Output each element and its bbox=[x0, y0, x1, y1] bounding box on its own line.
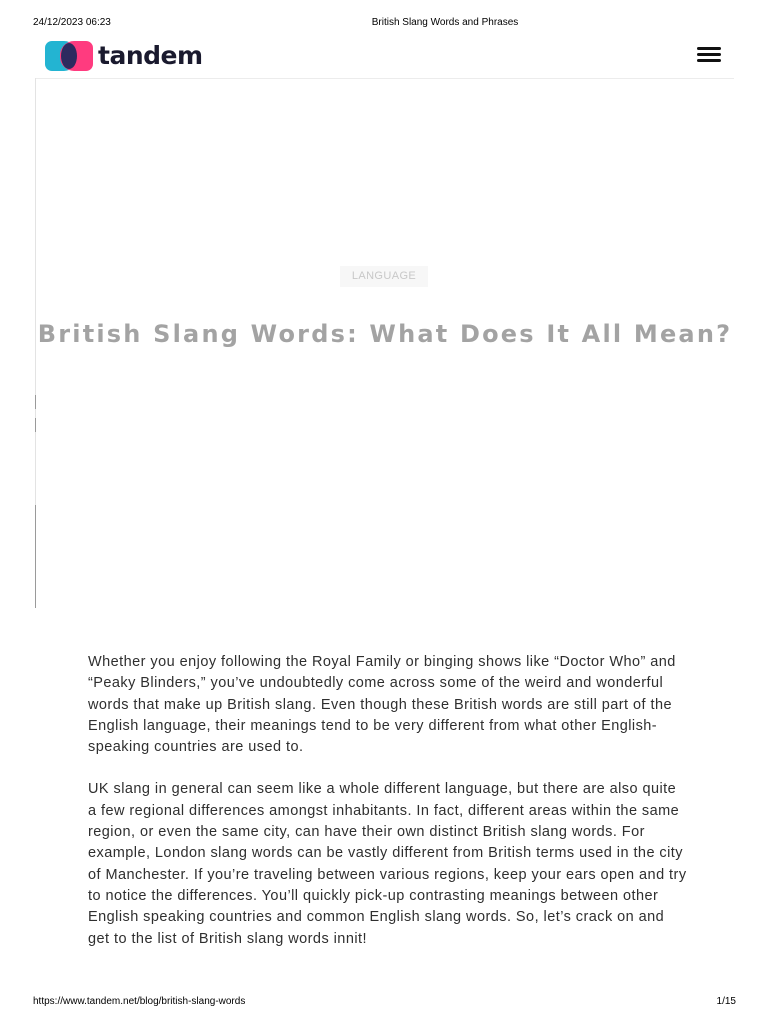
category-tag[interactable]: LANGUAGE bbox=[340, 266, 428, 287]
page-title: British Slang Words: What Does It All Mean? bbox=[37, 320, 733, 348]
article-body bbox=[88, 652, 688, 971]
print-date: 24/12/2023 06:23 bbox=[33, 17, 111, 28]
print-title: British Slang Words and Phrases bbox=[371, 17, 519, 28]
hero-edge-mark bbox=[35, 418, 36, 432]
print-page-number: 1/15 bbox=[716, 996, 736, 1007]
tandem-logo-icon bbox=[44, 40, 94, 72]
brand-wordmark: tandem bbox=[98, 41, 203, 70]
tandem-logo[interactable] bbox=[44, 40, 203, 72]
top-navigation bbox=[35, 32, 734, 79]
print-header bbox=[0, 17, 768, 31]
hero-edge-mark bbox=[35, 505, 36, 608]
print-footer bbox=[0, 996, 768, 1010]
hero-edge-mark bbox=[35, 395, 36, 409]
hamburger-menu-icon[interactable] bbox=[696, 44, 722, 66]
article-paragraph: Whether you enjoy following the Royal Family or binging shows like “Doctor Who” and “Peaky Blinders,” you’ve undoubtedly come across some of the weird and wonderful words that make up British slang. Even though these British words are still part of the English language, their meanings tend to be very different from what other English-speaking countries are used to. bbox=[88, 654, 676, 756]
article-paragraph: UK slang in general can seem like a whole different language, but there are also quite a few regional differences amongst inhabitants. In fact, different areas within the same region, or even the same city, can have their own distinct British slang words. For example, London slang words can be vastly different from British terms used in the city of Manchester. If you’re traveling between various regions, keep your ears open and try to notice the differences. You’ll quickly pick-up contrasting meanings between other English speaking countries and common English slang words. So, let’s crack on and get to the list of British slang words innit! bbox=[88, 781, 687, 947]
print-url: https://www.tandem.net/blog/british-slang-words bbox=[33, 996, 246, 1007]
